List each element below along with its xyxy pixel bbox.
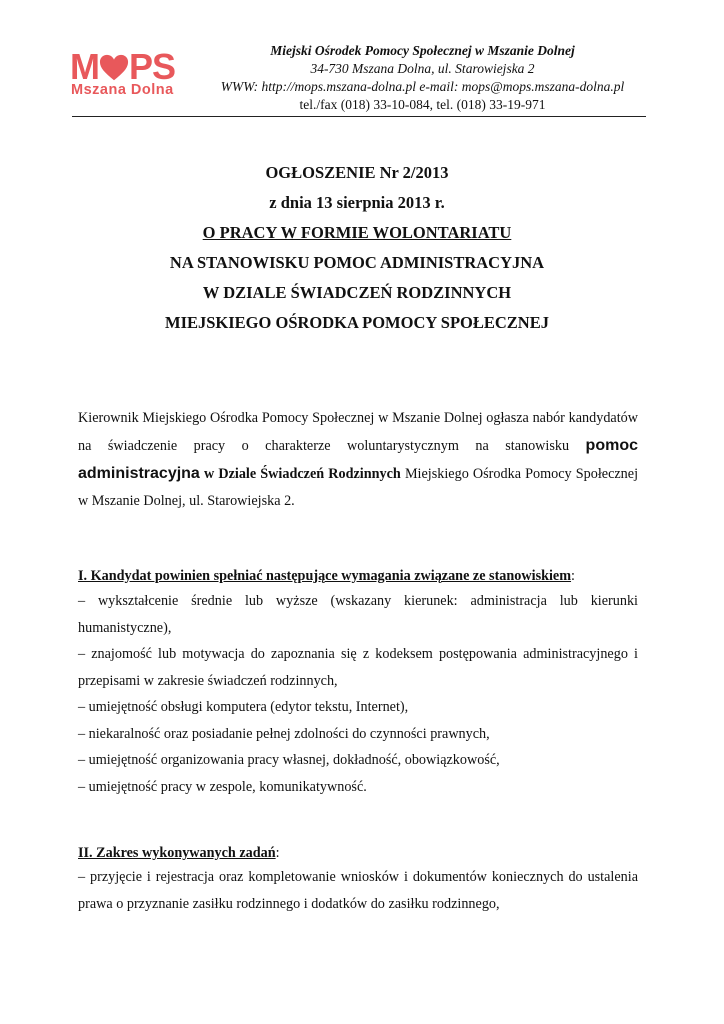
list-item: – wykształcenie średnie lub wyższe (wskazany kierunek: administracja lub kierunki humanistyczne), [78,593,638,636]
title-subject: O PRACY W FORMIE WOLONTARIATU [202,223,512,242]
title-department: W DZIALE ŚWIADCZEŃ RODZINNYCH [202,283,512,302]
org-phone: tel./fax (018) 33-10-084, tel. (018) 33-19-971 [299,97,546,112]
section-1-colon: : [571,568,575,584]
list-item: – umiejętność organizowania pracy własnej, dokładność, obowiązkowość, [78,752,500,768]
title-date: z dnia 13 sierpnia 2013 r. [269,193,445,212]
list-item: – niekaralność oraz posiadanie pełnej zdolności do czynności prawnych, [78,725,490,742]
intro-text-2: Miejskiego Ośrodka Pomocy Społecznej w Mszanie Dolnej, ul. Starowiejska 2. [78,466,639,509]
list-item: – przyjęcie i rejestracja oraz kompletowanie wniosków i dokumentów koniecznych do ustalenia prawa o przyznanie zasiłku rodzinnego i dodatków do zasiłku rodzinnego, [78,869,638,912]
requirements-list [78,588,638,800]
intro-paragraph [78,405,638,515]
heart-icon [99,53,129,83]
list-item: – umiejętność pracy w zespole, komunikatywność. [78,778,367,795]
org-web-email: WWW: http://mops.mszana-dolna.pl e-mail: mops@mops.mszana-dolna.pl [220,79,625,94]
tasks-list [78,864,638,917]
title-number: OGŁOSZENIE Nr 2/2013 [265,163,449,182]
org-address: 34-730 Mszana Dolna, ul. Starowiejska 2 [310,61,535,76]
header-divider [72,116,646,117]
logo-subtitle: Mszana Dolna [71,82,174,98]
mops-logo [70,48,200,102]
section-1-title: I. Kandydat powinien spełniać następujące wymagania związane ze stanowiskiem [78,568,572,584]
title-institution: MIEJSKIEGO OŚRODKA POMOCY SPOŁECZNEJ [165,313,549,332]
announcement-title [40,158,674,338]
title-position: NA STANOWISKU POMOC ADMINISTRACYJNA [169,253,545,272]
list-item: – znajomość lub motywacja do zapoznania się z kodeksem postępowania administracyjnego i przepisami w zakresie świadczeń rodzinnych, [78,646,638,689]
section-2-title: II. Zakres wykonywanych zadań [78,845,276,861]
section-2-colon: : [275,845,280,861]
intro-text-1: Kierownik Miejskiego Ośrodka Pomocy Społecznej w Mszanie Dolnej ogłasza nabór kandydatów na świadczenie pracy o charakterze woluntarystycznym na stanowisku [78,410,638,454]
logo-letters-ps: PS [129,46,176,87]
logo-wordmark [70,48,175,86]
letterhead [190,42,655,114]
list-item: – umiejętność obsługi komputera (edytor tekstu, Internet), [78,699,409,715]
intro-department: w Dziale Świadczeń Rodzinnych [199,466,401,482]
section-1-heading [78,563,638,590]
org-name: Miejski Ośrodek Pomocy Społecznej w Mszanie Dolnej [270,43,575,58]
section-2-heading [78,840,638,867]
intro-position: pomoc administracyjna [78,437,638,482]
logo-letter-m: M [70,46,99,87]
